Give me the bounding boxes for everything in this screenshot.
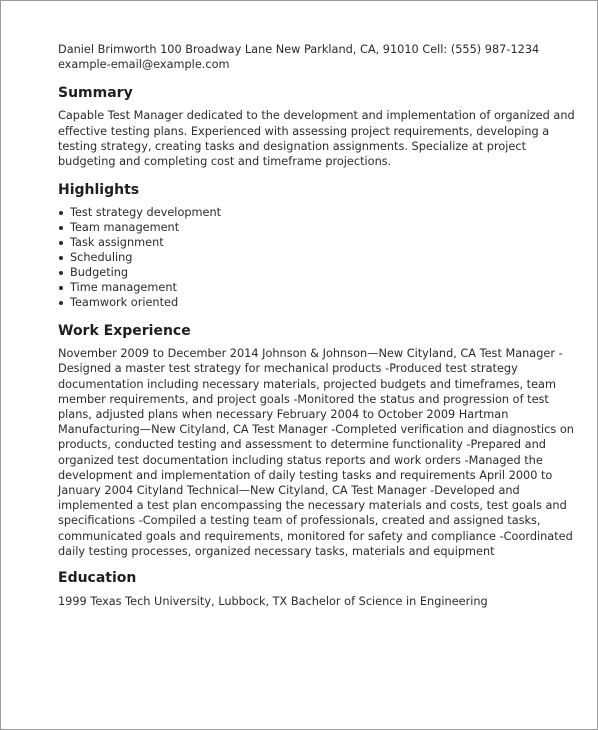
highlight-label: Teamwork oriented xyxy=(70,296,179,310)
highlight-item xyxy=(58,295,582,310)
highlights-heading: Highlights xyxy=(58,182,140,199)
bullet-icon xyxy=(59,256,63,260)
summary-text: Capable Test Manager dedicated to the development and implementation of organized and effective testing plans. Experienced with assessing project requirements, developing a testing strategy, creating tasks and designation assignments. Specialize at project budgeting and completing cost and timeframe projections. xyxy=(58,109,575,169)
highlight-label: Task assignment xyxy=(70,236,164,250)
bullet-icon xyxy=(59,226,63,230)
highlights-list xyxy=(58,205,582,310)
bullet-icon xyxy=(59,271,63,275)
bullet-icon xyxy=(59,241,63,245)
resume-content xyxy=(58,42,582,609)
work-experience-text: November 2009 to December 2014 Johnson & Johnson—New Cityland, CA Test Manager -Designed a master test strategy for mechanical products -Produced test strategy documentation including necessary materials, projected budgets and timeframes, team member requirements, and project goals -Monitored the status and progression of test plans, adjusted plans when necessary February 2004 to October 2009 Hartman Manufacturing—New Cityland, CA Test Manager -Completed verification and diagnostics on products, conducted testing and assessment to determine functionality -Prepared and organized test documentation including status reports and work orders -Managed the development and implementation of daily testing tasks and requirements April 2000 to January 2004 Cityland Technical—New Cityland, CA Test Manager -Developed and implemented a test plan encompassing the necessary materials and costs, test goals and specifications -Compiled a testing team of professionals, created and assigned tasks, communicated goals and requirements, monitored for safety and compliance -Coordinated daily testing processes, organized necessary tasks, materials and equipment xyxy=(58,347,574,558)
contact-info: Daniel Brimworth 100 Broadway Lane New Parkland, CA, 91010 Cell: (555) 987-1234 example-email@example.com xyxy=(58,43,540,72)
highlight-label: Scheduling xyxy=(70,251,133,265)
highlight-item xyxy=(58,250,582,265)
education-heading: Education xyxy=(58,570,137,587)
education-text: 1999 Texas Tech University, Lubbock, TX Bachelor of Science in Engineering xyxy=(58,595,488,609)
highlight-label: Test strategy development xyxy=(70,206,222,220)
bullet-icon xyxy=(59,286,63,290)
highlight-label: Time management xyxy=(70,281,177,295)
highlight-item xyxy=(58,220,582,235)
bullet-icon xyxy=(59,301,63,305)
highlight-item xyxy=(58,235,582,250)
highlight-item xyxy=(58,265,582,280)
work-experience-heading: Work Experience xyxy=(58,323,191,340)
highlight-item xyxy=(58,205,582,220)
highlight-label: Budgeting xyxy=(70,266,129,280)
highlights-section xyxy=(58,205,582,310)
summary-heading: Summary xyxy=(58,85,133,102)
bullet-icon xyxy=(59,211,63,215)
highlight-item xyxy=(58,280,582,295)
highlight-label: Team management xyxy=(70,221,180,235)
